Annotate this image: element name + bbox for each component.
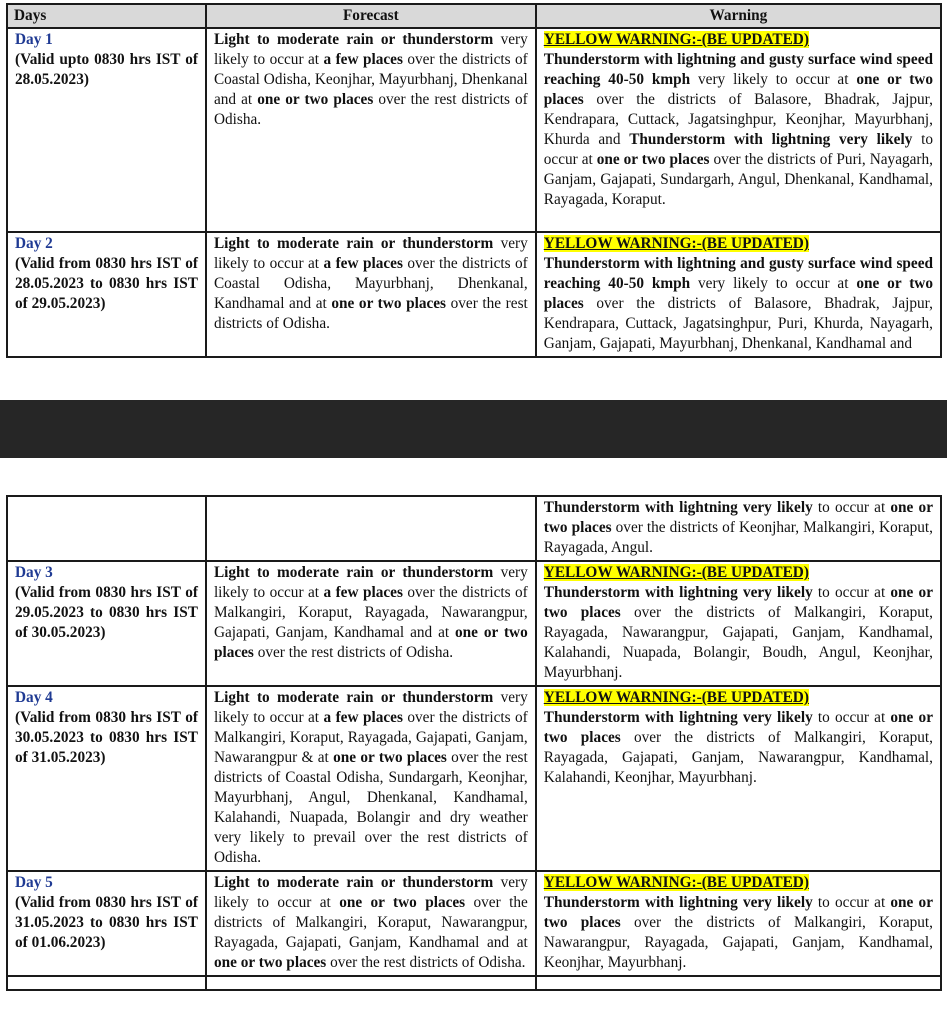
forecast-bold-text: a few places — [323, 584, 403, 601]
day-validity: (Valid from 0830 hrs IST of 29.05.2023 to 0830 hrs IST of 30.05.2023) — [15, 584, 198, 641]
forecast-cell — [206, 686, 536, 871]
warning-text: to occur at — [812, 499, 891, 516]
forecast-text: over the districts of Malkangiri, Koraput, Rayagada, Gajapati, Ganjam, Nawarangpur & at — [213, 709, 528, 766]
warning-cell — [536, 686, 941, 871]
warning-bold-text: Thunderstorm with lightning very likely — [629, 131, 913, 148]
forecast-text: over the districts of Malkangiri, Koraput, Nawarangpur, Rayagada, Gajapati, Ganjam, Kandhamal and at — [213, 894, 528, 951]
warning-bold-text: one or two places — [543, 584, 933, 621]
table-row-day-3 — [7, 561, 941, 686]
forecast-text: very likely to occur at — [213, 31, 528, 68]
forecast-bold-text: Light to moderate rain or thunderstorm — [213, 235, 494, 252]
header-forecast: Forecast — [206, 4, 536, 28]
day-cell — [7, 871, 206, 976]
header-warning: Warning — [536, 4, 941, 28]
forecast-cell — [206, 871, 536, 976]
table-row-day-5 — [7, 871, 941, 976]
warning-text: over the districts of Malkangiri, Koraput, Rayagada, Gajapati, Ganjam, Nawarangpur, Kandhamal, Kalahandi, Keonjhar, Mayurbhanj. — [543, 729, 933, 786]
warning-cell — [536, 561, 941, 686]
forecast-table-part-2 — [6, 495, 942, 991]
yellow-warning-label: YELLOW WARNING:-(BE UPDATED) — [543, 235, 809, 252]
forecast-text: very likely to occur at — [213, 689, 528, 726]
forecast-bold-text: one or two places — [333, 749, 447, 766]
forecast-cell-empty — [206, 976, 536, 990]
warning-bold-text: one or two places — [543, 894, 933, 931]
table-row-day-2 — [7, 232, 941, 357]
day-title: Day 2 — [15, 235, 53, 252]
warning-text: to occur at — [812, 709, 891, 726]
document-page-2 — [0, 458, 947, 1024]
forecast-bold-text: Light to moderate rain or thunderstorm — [213, 564, 494, 581]
day-validity: (Valid from 0830 hrs IST of 31.05.2023 to 0830 hrs IST of 01.06.2023) — [15, 894, 198, 951]
warning-text: to occur at — [812, 894, 891, 911]
table-row-day-2-continued — [7, 496, 941, 561]
warning-cell — [536, 28, 941, 232]
forecast-cell-empty — [206, 496, 536, 561]
yellow-warning-label: YELLOW WARNING:-(BE UPDATED) — [543, 564, 809, 581]
forecast-text: over the rest districts of Odisha. — [253, 644, 454, 661]
warning-bold-text: one or two places — [543, 709, 933, 746]
warning-cell — [536, 871, 941, 976]
table-row-next-partial — [7, 976, 941, 990]
forecast-text: over the rest districts of Coastal Odisha, Sundargarh, Keonjhar, Mayurbhanj, Angul, Dhenkanal, Kandhamal, Kalahandi, Nuapada, Bolangir and dry weather very likely to prevail over the rest districts of Odisha. — [213, 749, 528, 866]
warning-bold-text: Thunderstorm with lightning and gusty surface wind speed reaching 40-50 kmph — [543, 255, 933, 292]
header-days: Days — [7, 4, 206, 28]
warning-cell — [536, 496, 941, 561]
warning-text: over the districts of Balasore, Bhadrak, Jajpur, Kendrapara, Cuttack, Jagatsinghpur, Puri, Khurda, Nayagarh, Ganjam, Gajapati, Mayurbhanj, Dhenkanal, Kandhamal and — [543, 295, 933, 352]
warning-text: over the districts of Balasore, Bhadrak, Jajpur, Kendrapara, Cuttack, Jagatsinghpur, Keonjhar, Mayurbhanj, Khurda and — [543, 91, 933, 148]
table-header-row — [7, 4, 941, 28]
document-page-1 — [0, 0, 947, 400]
warning-bold-text: Thunderstorm with lightning very likely — [543, 584, 813, 601]
forecast-text: very likely to occur at — [213, 235, 528, 272]
forecast-text: over the districts of Malkangiri, Koraput, Rayagada, Nawarangpur, Gajapati, Ganjam, Kandhamal and at — [213, 584, 528, 641]
warning-cell-empty — [536, 976, 941, 990]
table-row-day-1 — [7, 28, 941, 232]
forecast-text: very likely to occur at — [213, 564, 528, 601]
forecast-bold-text: one or two places — [257, 91, 374, 108]
warning-text: over the districts of Malkangiri, Koraput, Rayagada, Nawarangpur, Gajapati, Ganjam, Kandhamal, Kalahandi, Nuapada, Bolangir, Boudh, Angul, Keonjhar, Mayurbhanj. — [543, 604, 933, 681]
forecast-bold-text: one or two places — [331, 295, 447, 312]
forecast-text: over the rest districts of Odisha. — [213, 295, 528, 332]
warning-text: over the districts of Malkangiri, Koraput, Nawarangpur, Rayagada, Gajapati, Ganjam, Kandhamal, Keonjhar, Mayurbhanj. — [543, 914, 933, 971]
forecast-cell — [206, 28, 536, 232]
warning-bold-text: one or two places — [596, 151, 710, 168]
forecast-bold-text: Light to moderate rain or thunderstorm — [213, 689, 494, 706]
forecast-cell — [206, 232, 536, 357]
forecast-bold-text: a few places — [323, 709, 403, 726]
yellow-warning-label: YELLOW WARNING:-(BE UPDATED) — [543, 689, 809, 706]
day-title: Day 5 — [15, 874, 53, 891]
forecast-bold-text: a few places — [323, 51, 403, 68]
warning-text: to occur at — [812, 584, 891, 601]
forecast-bold-text: Light to moderate rain or thunderstorm — [213, 874, 494, 891]
warning-bold-text: Thunderstorm with lightning and gusty surface wind speed reaching 40-50 kmph — [543, 51, 933, 88]
yellow-warning-label: YELLOW WARNING:-(BE UPDATED) — [543, 874, 809, 891]
forecast-bold-text: one or two places — [339, 894, 466, 911]
day-cell — [7, 561, 206, 686]
day-cell — [7, 28, 206, 232]
day-validity: (Valid upto 0830 hrs IST of 28.05.2023) — [15, 51, 198, 88]
table-row-day-4 — [7, 686, 941, 871]
forecast-text: over the districts of Coastal Odisha, Keonjhar, Mayurbhanj, Dhenkanal and at — [213, 51, 528, 108]
day-title: Day 3 — [15, 564, 53, 581]
forecast-bold-text: one or two places — [213, 954, 327, 971]
day-validity: (Valid from 0830 hrs IST of 30.05.2023 to 0830 hrs IST of 31.05.2023) — [15, 709, 198, 766]
yellow-warning-label: YELLOW WARNING:-(BE UPDATED) — [543, 31, 809, 48]
warning-bold-text: one or two places — [543, 275, 933, 312]
warning-text: to occur at — [543, 131, 933, 168]
forecast-text: over the rest districts of Odisha. — [213, 91, 528, 128]
warning-bold-text: Thunderstorm with lightning very likely — [543, 709, 813, 726]
page-separator — [0, 400, 947, 458]
warning-bold-text: Thunderstorm with lightning very likely — [543, 894, 813, 911]
forecast-table-part-1 — [6, 3, 942, 358]
warning-cell — [536, 232, 941, 357]
day-title: Day 1 — [15, 31, 53, 48]
forecast-bold-text: Light to moderate rain or thunderstorm — [213, 31, 494, 48]
day-validity: (Valid from 0830 hrs IST of 28.05.2023 to 0830 hrs IST of 29.05.2023) — [15, 255, 198, 312]
day-cell — [7, 686, 206, 871]
warning-bold-text: one or two places — [543, 499, 933, 536]
forecast-bold-text: one or two places — [213, 624, 528, 661]
day-cell-empty — [7, 976, 206, 990]
warning-bold-text: Thunderstorm with lightning very likely — [543, 499, 813, 516]
warning-text: over the districts of Keonjhar, Malkangiri, Koraput, Rayagada, Angul. — [543, 519, 933, 556]
day-cell — [7, 232, 206, 357]
forecast-cell — [206, 561, 536, 686]
forecast-text: over the rest districts of Odisha. — [326, 954, 526, 971]
forecast-bold-text: a few places — [323, 255, 403, 272]
warning-text: very likely to occur at — [690, 71, 857, 88]
day-title: Day 4 — [15, 689, 53, 706]
warning-text: over the districts of Puri, Nayagarh, Ganjam, Gajapati, Sundargarh, Angul, Dhenkanal, Kandhamal, Rayagada, Koraput. — [543, 151, 933, 208]
day-cell-empty — [7, 496, 206, 561]
warning-bold-text: one or two places — [543, 71, 933, 108]
forecast-text: very likely to occur at — [213, 874, 528, 911]
warning-text: very likely to occur at — [690, 275, 857, 292]
forecast-text: over the districts of Coastal Odisha, Mayurbhanj, Dhenkanal, Kandhamal and at — [213, 255, 528, 312]
